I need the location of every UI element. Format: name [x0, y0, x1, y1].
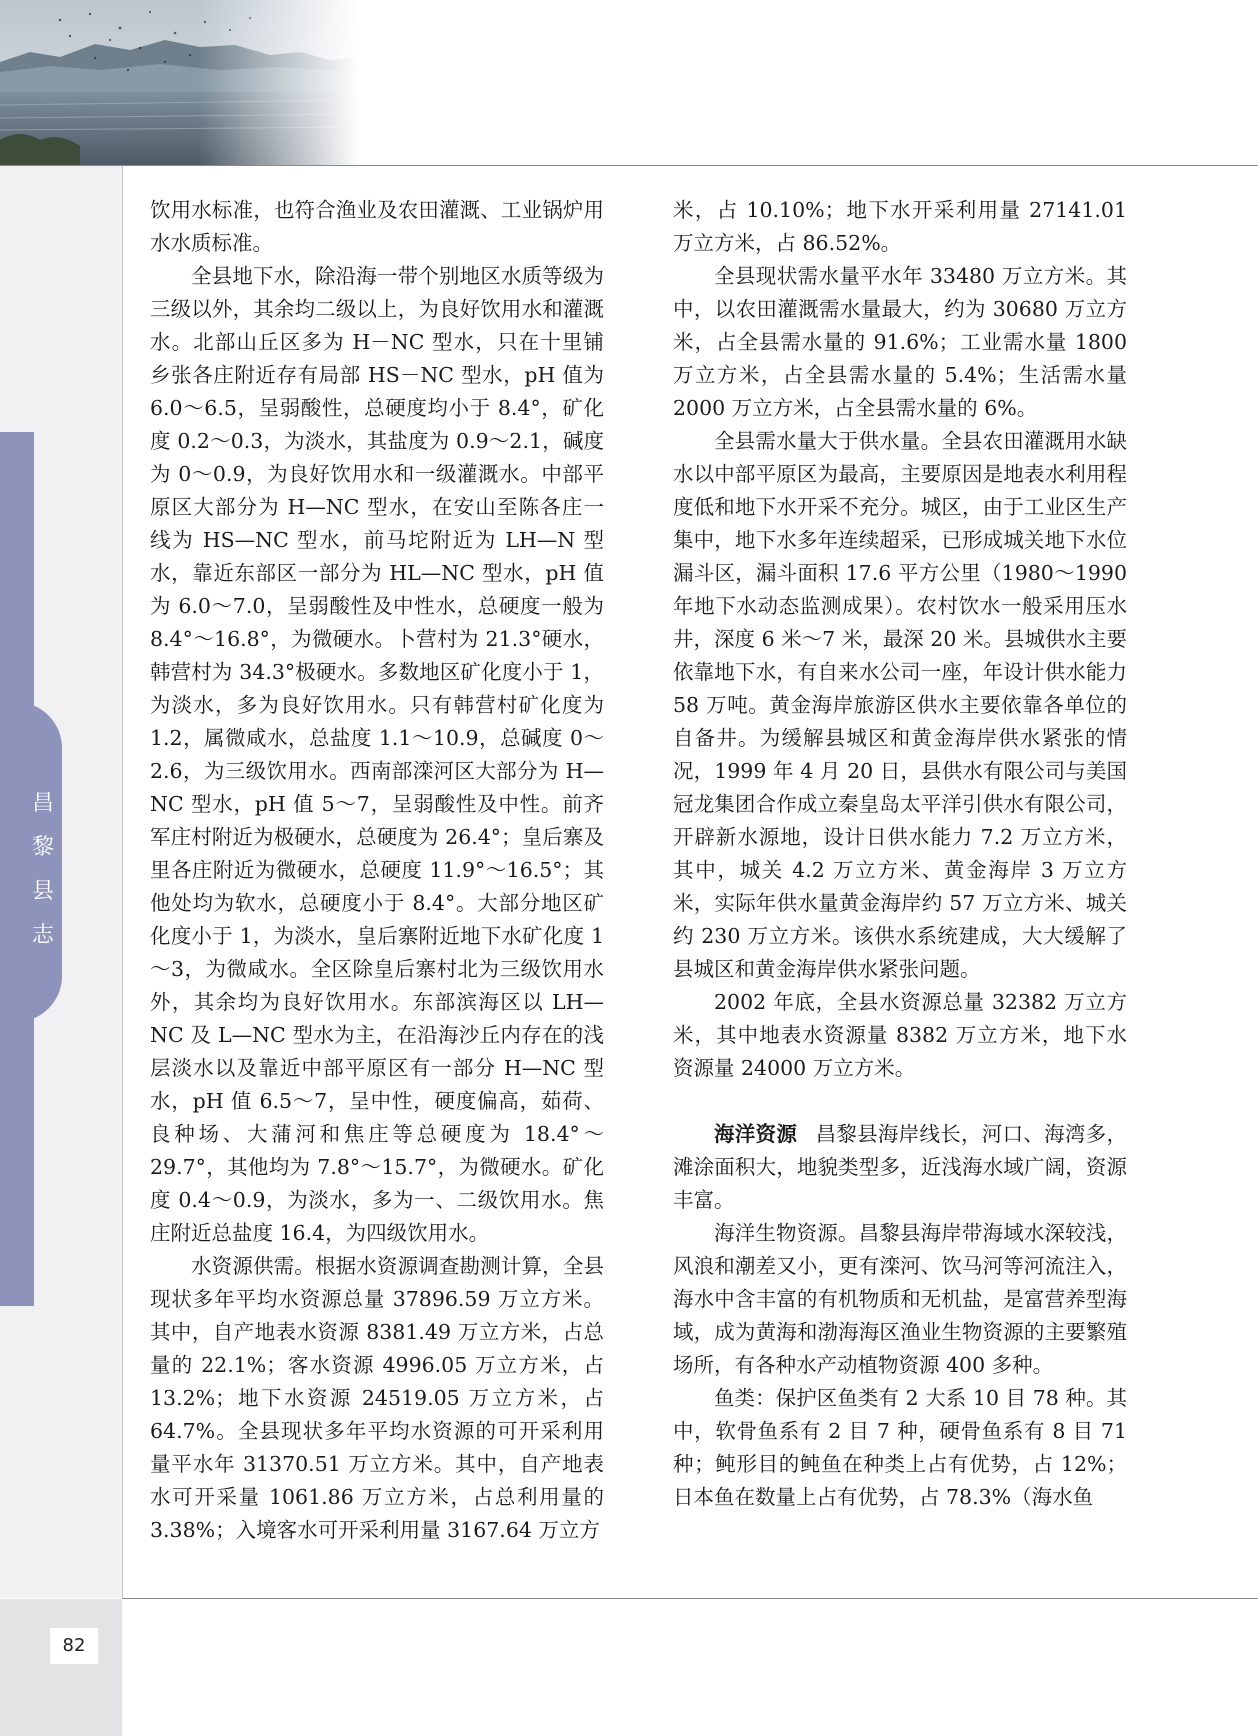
running-title-char: 志 — [31, 923, 54, 948]
footer-rule — [122, 1598, 1258, 1599]
header-photo — [0, 0, 360, 165]
body-paragraph: 全县需水量大于供水量。全县农田灌溉用水缺水以中部平原区为最高，主要原因是地表水利用程度低和地下水开采不充分。城区，由于工业区生产集中，地下水多年连续超采，已形成城关地下水位漏斗区，漏斗面积 17.6 平方公里（1980～1990 年地下水动态监测成果）。农村饮水一般采用压水井，深度 6 米～7 米，最深 20 米。县城供水主要依靠地下水，有自来水公司一座，年设计供水能力 58 万吨。黄金海岸旅游区供水主要依靠各单位的自备井。为缓解县城区和黄金海岸供水紧张的情况，1999 年 4 月 20 日，县供水有限公司与美国冠龙集团合作成立秦皇岛太平洋引供水有限公司，开辟新水源地，设计日供水能力 7.2 万立方米，其中，城关 4.2 万立方米、黄金海岸 3 万立方米，实际年供水量黄金海岸约 57 万立方米、城关约 230 万立方米。该供水系统建成，大大缓解了县城区和黄金海岸供水紧张问题。 — [673, 429, 1127, 981]
header-rule — [0, 165, 1258, 166]
text-column-right — [673, 194, 1127, 1514]
running-title-vertical — [26, 782, 60, 958]
footer-strip — [0, 1599, 122, 1736]
body-paragraph: 全县现状需水量平水年 33480 万立方米。其中，以农田灌溉需水量最大，约为 30680 万立方米，占全县需水量的 91.6%；工业需水量 1800 万立方米，占全县需水量的 5.4%；生活需水量 2000 万立方米，占全县需水量的 6%。 — [673, 264, 1127, 420]
section-intro-text: 昌黎县海岸线长，河口、海湾多，滩涂面积大，地貌类型多，近浅海水域广阔，资源丰富。 — [673, 1122, 1127, 1212]
body-paragraph: 全县地下水，除沿海一带个别地区水质等级为三级以外，其余均二级以上，为良好饮用水和灌溉水。北部山丘区多为 H－NC 型水，只在十里铺乡张各庄附近存有局部 HS－NC 型水，pH 值为 6.0～6.5，呈弱酸性，总硬度均小于 8.4°，矿化度 0.2～0.3，为淡水，其盐度为 0.9～2.1，碱度为 0～0.9，为良好饮用水和一级灌溉水。中部平原区大部分为 H—NC 型水，在安山至陈各庄一线为 HS—NC 型水，前马坨附近为 LH—N 型水，靠近东部区一部分为 HL—NC 型水，pH 值为 6.0～7.0，呈弱酸性及中性水，总硬度一般为 8.4°～16.8°，为微硬水。卜营村为 21.3°硬水，韩营村为 34.3°极硬水。多数地区矿化度小于 1，为淡水，多为良好饮用水。只有韩营村矿化度为 1.2，属微咸水，总盐度 1.1～10.9，总碱度 0～2.6，为三级饮用水。西南部滦河区大部分为 H—NC 型水，pH 值 5～7，呈弱酸性及中性。前齐军庄村附近为极硬水，总硬度为 26.4°；皇后寨及里各庄附近为微硬水，总硬度 11.9°～16.5°；其他处均为软水，总硬度小于 8.4°。大部分地区矿化度小于 1，为淡水，皇后寨附近地下水矿化度 1～3，为微咸水。全区除皇后寨村北为三级饮用水外，其余均为良好饮用水。东部滨海区以 LH—NC 及 L—NC 型水为主，在沿海沙丘内存在的浅层淡水以及靠近中部平原区有一部分 H—NC 型水，pH 值 6.5～7，呈中性，硬度偏高，茹荷、良种场、大蒲河和焦庄等总硬度为 18.4°～29.7°，其他均为 7.8°～15.7°，为微硬水。矿化度 0.4～0.9，为淡水，多为一、二级饮用水。焦庄附近总盐度 16.4，为四级饮用水。 — [150, 264, 604, 1245]
running-title-char: 黎 — [31, 835, 54, 860]
running-title-char: 昌 — [31, 791, 54, 816]
body-paragraph: 水资源供需。根据水资源调查勘测计算，全县现状多年平均水资源总量 37896.59 万立方米。其中，自产地表水资源 8381.49 万立方米，占总量的 22.1%；客水资源 4996.05 万立方米，占 13.2%；地下水资源 24519.05 万立方米，占 64.7%。全县现状多年平均水资源的可开采利用量平水年 31370.51 万立方米。其中，自产地表水可开采量 1061.86 万立方米，占总利用量的 3.38%；入境客水可开采利用量 3167.64 万立方 — [150, 1254, 604, 1542]
body-paragraph: 海洋生物资源。昌黎县海岸带海域水深较浅，风浪和潮差又小，更有滦河、饮马河等河流注入，海水中含丰富的有机物质和无机盐，是富营养型海域，成为黄海和渤海海区渔业生物资源的主要繁殖场所，有各种水产动植物资源 400 多种。 — [673, 1221, 1127, 1377]
text-column-left — [150, 194, 604, 1547]
section-heading: 海洋资源 — [714, 1122, 798, 1146]
page-number: 82 — [50, 1628, 98, 1664]
section-intro — [673, 1118, 1127, 1217]
body-paragraph: 米，占 10.10%；地下水开采利用量 27141.01 万立方米，占 86.52%。 — [673, 198, 1127, 255]
body-paragraph: 鱼类：保护区鱼类有 2 大系 10 目 78 种。其中，软骨鱼系有 2 目 7 种，硬骨鱼系有 8 目 71 种；鲀形目的鲀鱼在种类上占有优势，占 12%；日本鱼在数量上占有优势，占 78.3%（海水鱼 — [673, 1386, 1127, 1509]
running-title-char: 县 — [31, 879, 54, 904]
margin-divider — [122, 166, 123, 1598]
body-paragraph: 饮用水标准，也符合渔业及农田灌溉、工业锅炉用水水质标准。 — [150, 198, 604, 255]
body-paragraph: 2002 年底，全县水资源总量 32382 万立方米，其中地表水资源量 8382 万立方米，地下水资源量 24000 万立方米。 — [673, 990, 1127, 1080]
